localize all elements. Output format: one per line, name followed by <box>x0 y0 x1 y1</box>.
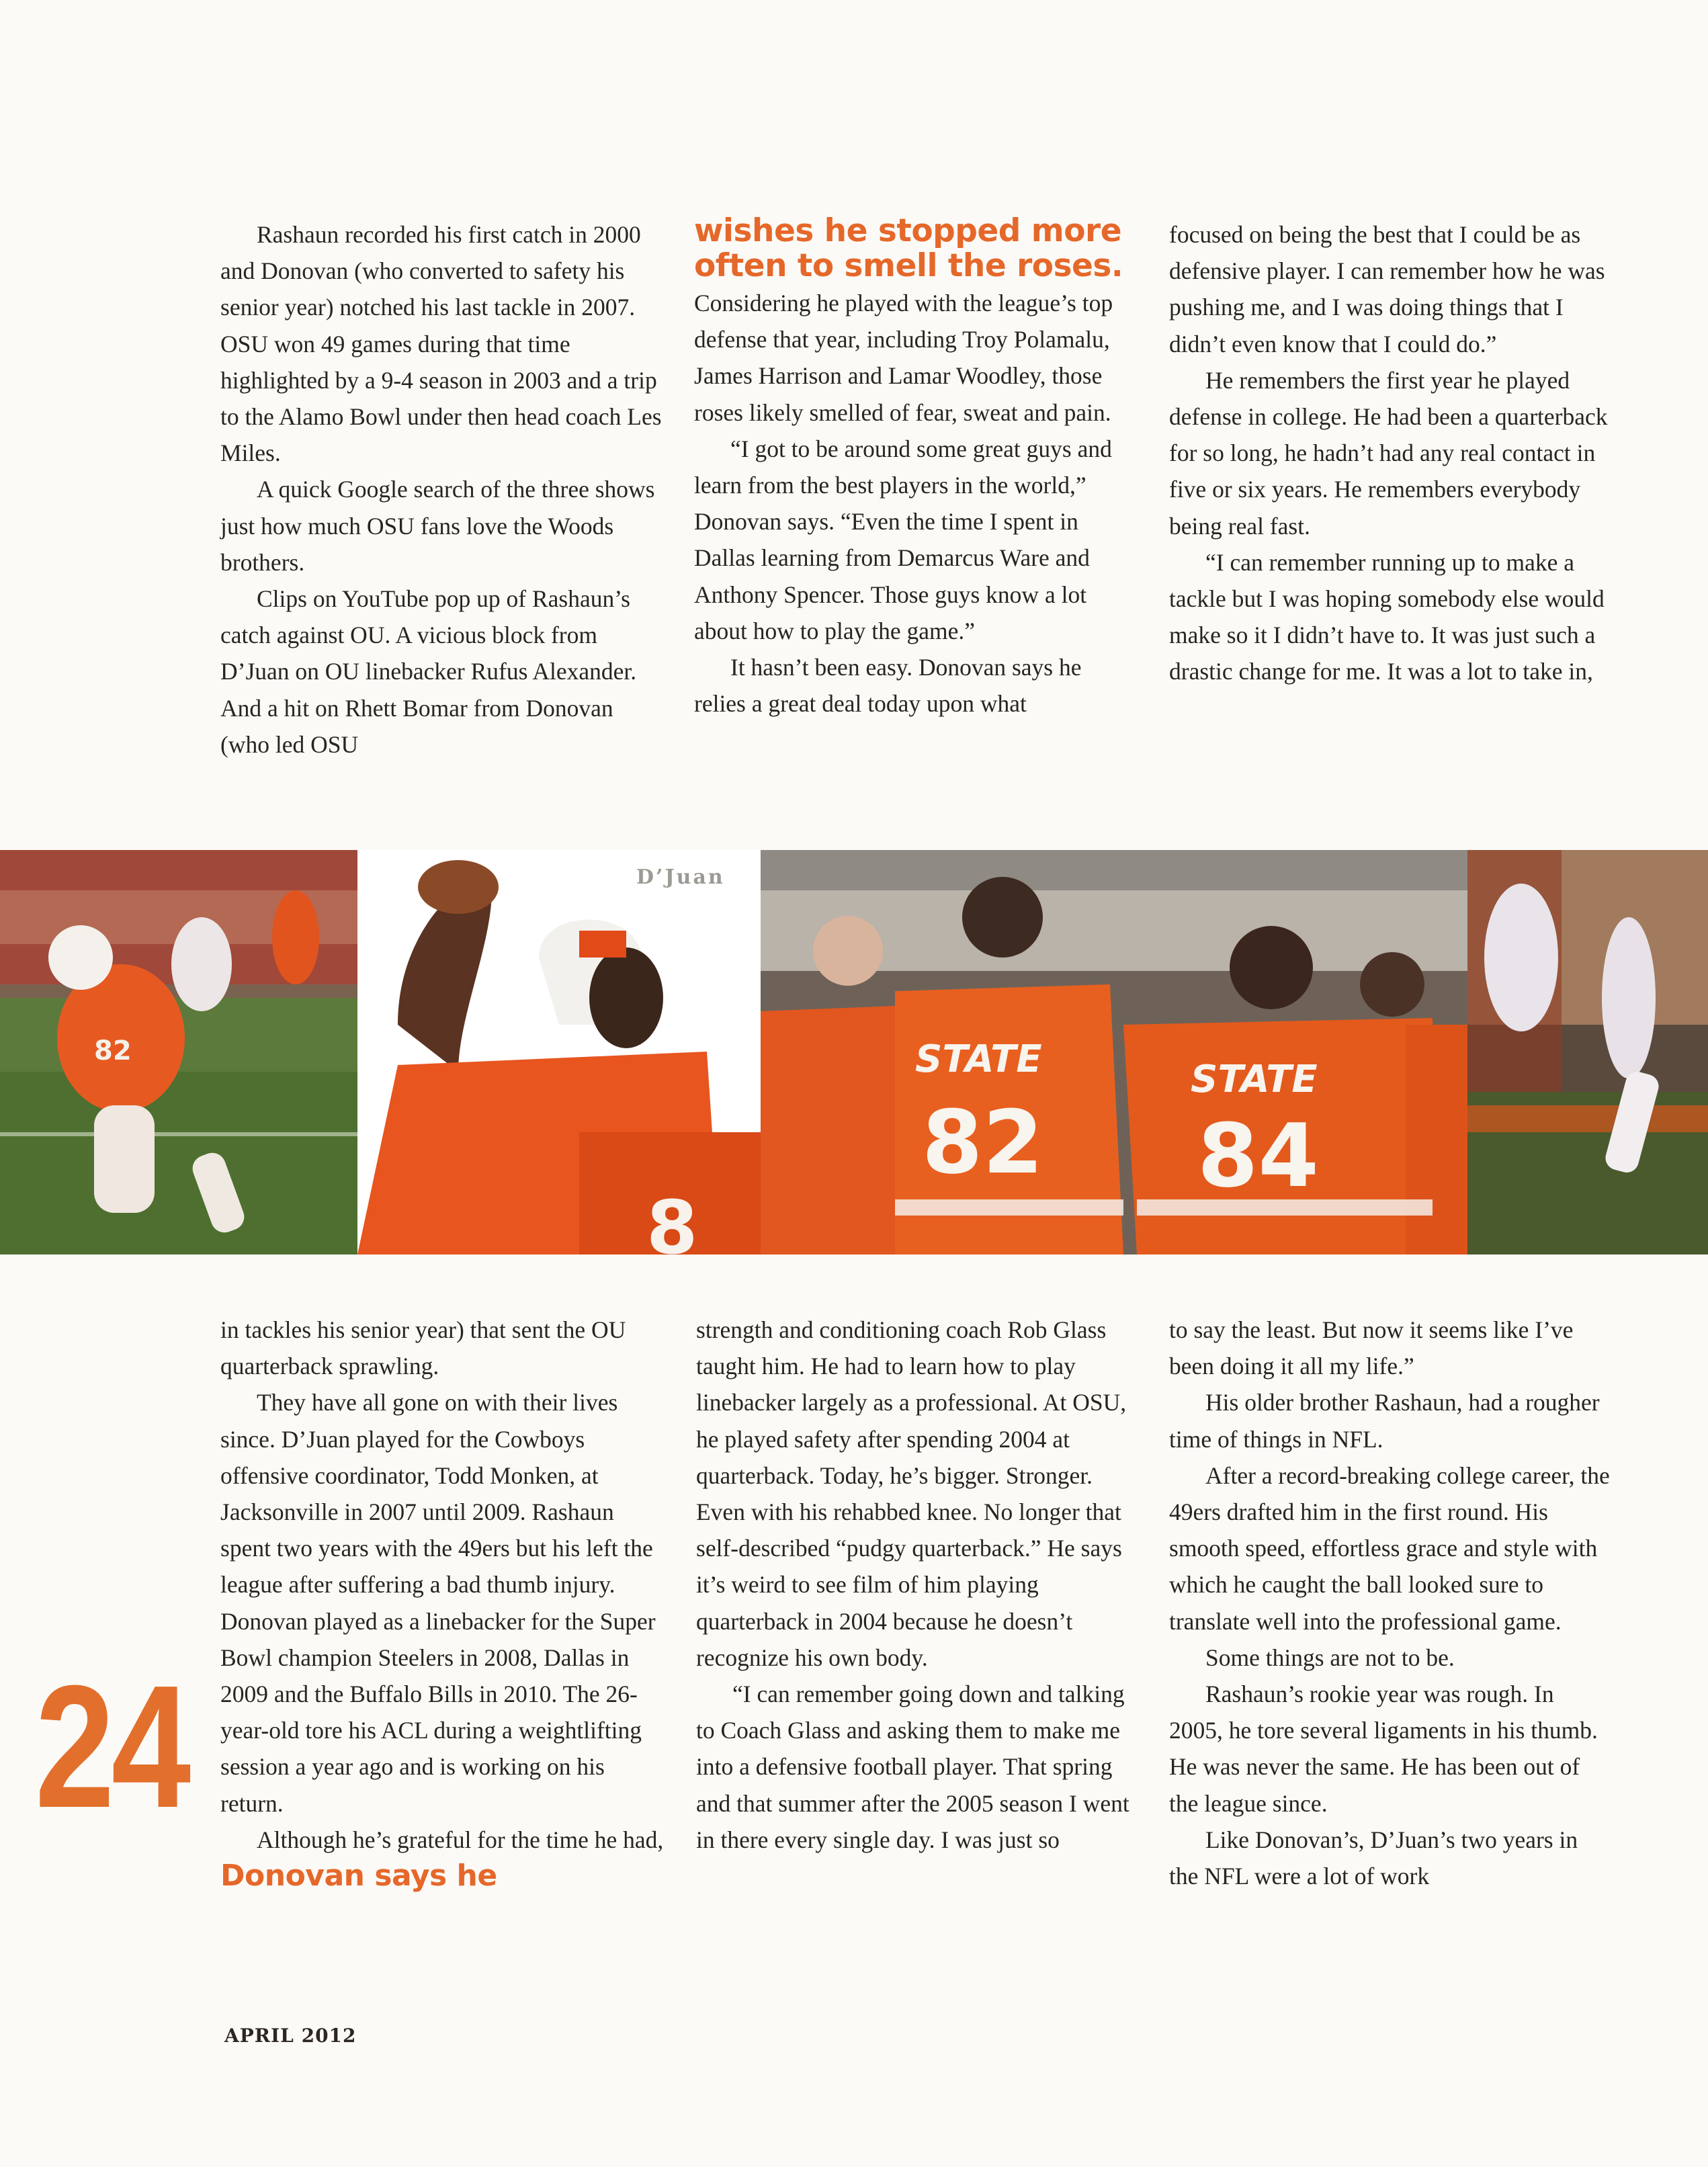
svg-text:82: 82 <box>94 1035 132 1066</box>
paragraph: Rashaun recorded his first catch in 2000 and Donovan (who converted to safety his senior year) notched his last tackle in 2007. OSU won 49 games during that time highlighted by a 9-4 season in 2003 and a trip to the Alamo Bowl under then head coach Les Miles. <box>220 221 662 467</box>
top-column-3 <box>1169 216 1613 690</box>
photo-action-right <box>1467 850 1708 1255</box>
top-column-2 <box>694 214 1138 722</box>
pull-quote-continued: wishes he stopped more often to smell the roses. <box>694 212 1123 284</box>
svg-text:STATE: STATE <box>1191 1058 1318 1101</box>
paragraph: A quick Google search of the three shows just how much OSU fans love the Woods brothers. <box>220 476 655 576</box>
photo-djuan-ball <box>357 850 761 1255</box>
paragraph: strength and conditioning coach Rob Glass taught him. He had to learn how to play linebacker largely as a professional. At OSU, he played safety after spending 2004 at quarterback. Today, he’s bigger. Stronger. Even with his rehabbed knee. No longer that self-described “pudgy quarterback.” He says it’s weird to see film of him playing quarterback in 2004 because he doesn’t recognize his own body. <box>696 1316 1127 1671</box>
pull-quote: Donovan says he <box>220 1859 497 1894</box>
paragraph: “I can remember going down and talking to Coach Glass and asking them to make me into a defensive football player. That spring and that summer after the 2005 season I went in there every single day. I was just so <box>696 1681 1129 1853</box>
paragraph: His older brother Rashaun, had a rougher time of things in NFL. <box>1169 1389 1600 1453</box>
photo-teammates <box>761 850 1467 1255</box>
bottom-column-1 <box>220 1312 664 1896</box>
paragraph: Some things are not to be. <box>1205 1644 1455 1671</box>
paragraph: to say the least. But now it seems like I’ve been doing it all my life.” <box>1169 1316 1574 1380</box>
issue-date: APRIL 2012 <box>224 2025 357 2047</box>
paragraph <box>220 1822 664 1896</box>
photo-strip <box>0 850 1708 1255</box>
photo-caption-label: D’Juan <box>636 865 725 889</box>
paragraph: “I can remember running up to make a tackle but I was hoping somebody else would make so it I didn’t have to. It was just such a drastic change for me. It was a lot to take in, <box>1169 548 1605 685</box>
paragraph: They have all gone on with their lives since. D’Juan played for the Cowboys offensive coordinator, Todd Monken, at Jacksonville in 2007 until 2009. Rashaun spent two years with the 49ers but his left the league after suffering a bad thumb injury. Donovan played as a linebacker for the Super Bowl champion Steelers in 2008, Dallas in 2009 and the Buffalo Bills in 2010. The 26-year-old tore his ACL during a weightlifting session a year ago and is working on his return. <box>220 1389 656 1817</box>
paragraph: It hasn’t been easy. Donovan says he relies a great deal today upon what <box>694 654 1082 718</box>
paragraph: Clips on YouTube pop up of Rashaun’s catch against OU. A vicious block from D’Juan on OU linebacker Rufus Alexander. And a hit on Rhett Bomar from Donovan (who led OSU <box>220 585 637 758</box>
svg-text:8: 8 <box>646 1185 698 1255</box>
paragraph: “I got to be around some great guys and learn from the best players in the world,” Donovan says. “Even the time I spent in Dallas learning from Demarcus Ware and Anthony Spencer. Those guys know a lot about how to play the game.” <box>694 435 1112 644</box>
paragraph: He remembers the first year he played defense in college. He had been a quarterback for so long, he hadn’t had any real contact in five or six years. He remembers everybody being real fast. <box>1169 366 1608 540</box>
paragraph: Rashaun’s rookie year was rough. In 2005, he tore several ligaments in his thumb. He was never the same. He has been out of the league since. <box>1169 1681 1598 1817</box>
paragraph: in tackles his senior year) that sent the OU quarterback sprawling. <box>220 1316 626 1380</box>
page-number: 24 <box>35 1650 188 1844</box>
paragraph: Like Donovan’s, D’Juan’s two years in the NFL were a lot of work <box>1169 1826 1578 1890</box>
paragraph: After a record-breaking college career, the 49ers drafted him in the first round. His smooth speed, effortless grace and style with which he caught the ball looked sure to translate well into the professional game. <box>1169 1461 1610 1635</box>
photo-rashaun-running <box>0 850 357 1255</box>
paragraph: Considering he played with the league’s top defense that year, including Troy Polamalu, James Harrison and Lamar Woodley, those roses likely smelled of fear, sweat and pain. <box>694 290 1113 426</box>
paragraph: focused on being the best that I could be as defensive player. I can remember how he was pushing me, and I was doing things that I didn’t even know that I could do.” <box>1169 221 1605 357</box>
svg-text:84: 84 <box>1197 1105 1319 1207</box>
bottom-column-2 <box>696 1312 1140 1858</box>
paragraph-text: Although he’s grateful for the time he had, <box>257 1826 664 1853</box>
top-column-1 <box>220 216 664 763</box>
bottom-column-3 <box>1169 1312 1613 1894</box>
svg-text:82: 82 <box>922 1091 1043 1193</box>
svg-text:STATE: STATE <box>915 1037 1042 1081</box>
